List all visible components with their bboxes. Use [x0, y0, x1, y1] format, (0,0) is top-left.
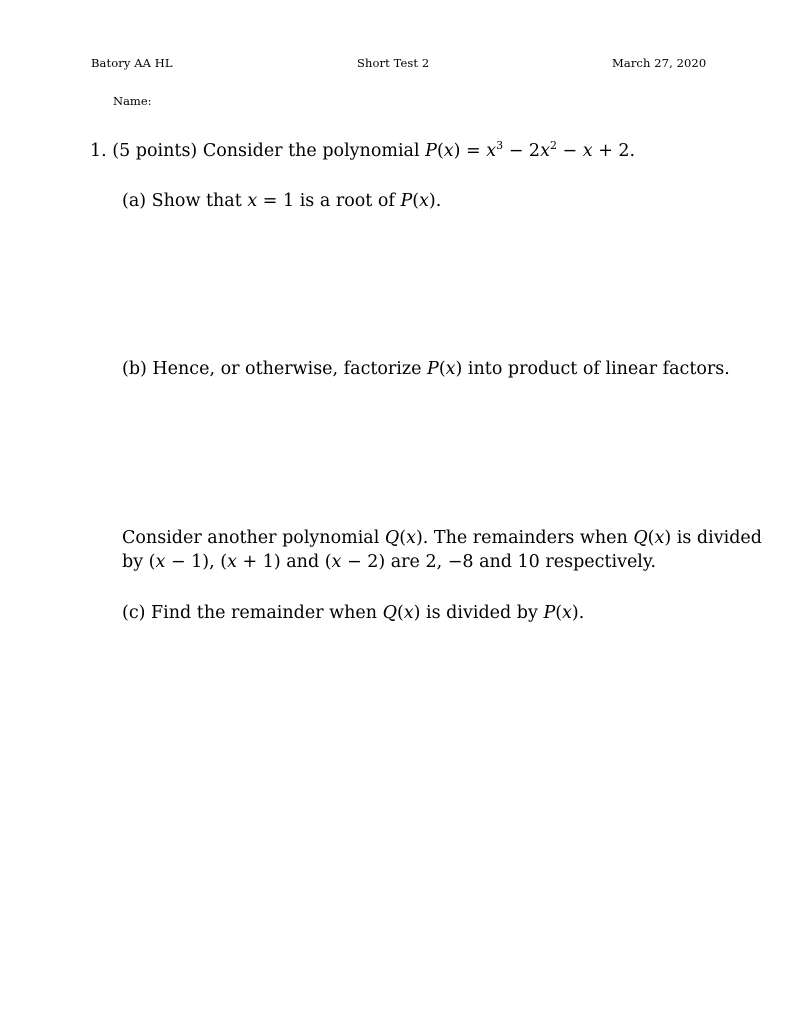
question-points: (5 points) — [112, 141, 198, 161]
question-number: 1. — [90, 141, 107, 161]
part-c-label: (c) — [122, 603, 146, 623]
part-a: (a) Show that x = 1 is a root of P(x). — [122, 191, 442, 211]
question-1-heading: 1. (5 points) Consider the polynomial $P(x) = x^3 - 2x^2 - x + 2$. — [90, 139, 636, 161]
polynomial-p-lhs: P — [425, 141, 437, 161]
header-date: March 27, 2020 — [612, 56, 707, 70]
question-intro: Consider the polynomial — [202, 141, 420, 161]
context-line-1: Consider another polynomial Q(x). The remainders when Q(x) is divided — [122, 528, 762, 548]
part-b-label: (b) — [122, 359, 147, 379]
context-line-2: by (x − 1), (x + 1) and (x − 2) are 2, −8 and 10 respectively. — [122, 552, 657, 572]
header-course: Batory AA HL — [91, 56, 173, 70]
part-a-label: (a) — [122, 191, 147, 211]
name-label: Name: — [113, 94, 152, 108]
part-b: (b) Hence, or otherwise, factorize P(x) into product of linear factors. — [122, 359, 730, 379]
part-c: (c) Find the remainder when Q(x) is divided by P(x). — [122, 603, 585, 623]
header-test-title: Short Test 2 — [357, 56, 430, 70]
